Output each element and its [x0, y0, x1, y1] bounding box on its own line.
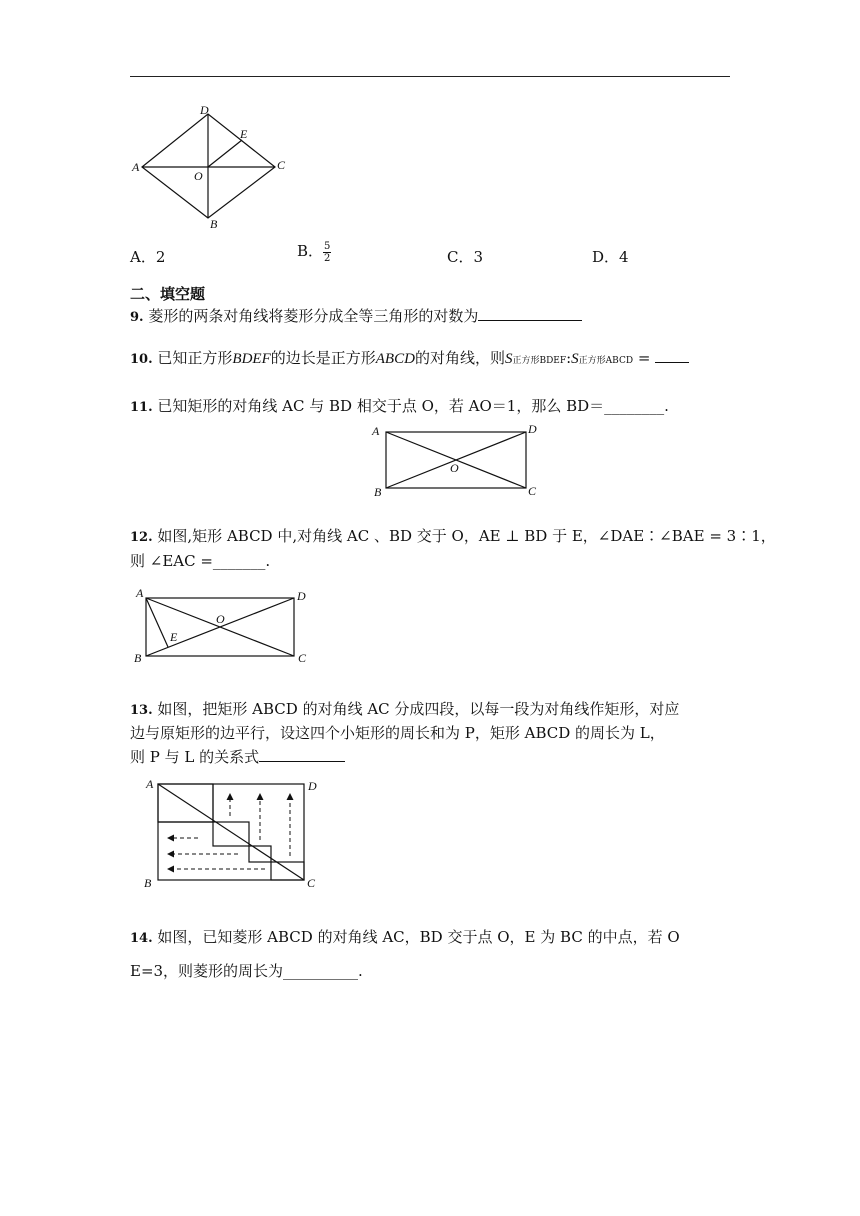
equals: =: [633, 349, 651, 367]
question-number: 13.: [130, 703, 153, 718]
question-13: [130, 697, 734, 723]
question-text-line2: E=3，则菱形的周长为__________.: [130, 962, 363, 980]
fraction: [323, 241, 331, 264]
answer-blank[interactable]: [478, 304, 582, 321]
question-text: 已知矩形的对角线 AC 与 BD 相交于点 O，若 AO＝1，那么 BD＝________.: [157, 397, 669, 415]
label-C: C: [307, 876, 316, 890]
var-abcd: ABCD: [375, 351, 415, 367]
rhombus-figure: [130, 100, 300, 234]
question-14: [130, 925, 734, 951]
label-O: O: [450, 461, 459, 475]
question-number: 10.: [130, 352, 153, 367]
label-D: D: [308, 779, 317, 793]
question-number: 9.: [130, 310, 144, 325]
question-14-line2: [130, 959, 734, 984]
question-number: 14.: [130, 931, 153, 946]
rectangle-figure-q12: [130, 586, 320, 668]
label-A: A: [136, 586, 144, 600]
label-E: E: [170, 630, 178, 644]
answer-blank[interactable]: [655, 346, 689, 363]
answer-blank[interactable]: [259, 745, 345, 762]
question-9: [130, 304, 734, 330]
question-11: [130, 394, 734, 420]
question-13-line3: [130, 745, 734, 770]
question-text-line2: 边与原矩形的边平行，设这四个小矩形的周长和为 P，矩形 ABCD 的周长为 L，: [130, 724, 665, 742]
label-B: B: [134, 651, 142, 665]
label-C: C: [277, 158, 286, 172]
label-O: O: [216, 612, 225, 626]
area-subscript: 正方形ABCD: [578, 356, 634, 366]
label-D: D: [528, 422, 537, 436]
option-c: C．3: [447, 248, 484, 266]
label-A: A: [146, 777, 154, 791]
ratio-colon: :: [566, 349, 572, 367]
question-text: 菱形的两条对角线将菱形分成全等三角形的对数为: [148, 307, 479, 325]
label-B: B: [210, 217, 218, 231]
rectangle-figure-q11: [368, 420, 548, 504]
option-b-prefix: B．: [297, 242, 324, 260]
label-D: D: [297, 589, 306, 603]
area-subscript: 正方形BDEF: [512, 356, 567, 366]
question-12: [130, 524, 776, 550]
area-symbol: S: [571, 351, 579, 367]
question-13-line2: [130, 721, 734, 746]
section-title: 二、填空题: [130, 285, 206, 303]
label-D: D: [200, 103, 209, 117]
question-number: 11.: [130, 400, 153, 415]
label-B: B: [144, 876, 152, 890]
option-b: [297, 240, 331, 264]
question-text-line3: 则 P 与 L 的关系式: [130, 748, 260, 766]
label-E: E: [240, 127, 248, 141]
fraction-denominator: 2: [324, 252, 331, 264]
label-A: A: [372, 424, 380, 438]
area-symbol: S: [504, 351, 513, 367]
var-bdef: BDEF: [232, 351, 271, 367]
label-C: C: [298, 651, 307, 665]
text-part: 已知正方形: [157, 349, 233, 367]
label-C: C: [528, 484, 537, 498]
question-text-line1: 如图，已知菱形 ABCD 的对角线 AC，BD 交于点 O，E 为 BC 的中点，若 O: [157, 928, 680, 946]
option-a: A．2: [130, 248, 166, 266]
header-rule: [130, 76, 730, 77]
label-B: B: [374, 485, 382, 499]
option-d: D．4: [592, 248, 629, 266]
fraction-numerator: 5: [324, 240, 331, 252]
question-text-line2: 则 ∠EAC =_______.: [130, 552, 271, 570]
question-12-line2: [130, 549, 734, 574]
label-O: O: [194, 169, 203, 183]
rectangle-figure-q13: [140, 776, 330, 892]
text-part: 的对角线，则: [414, 349, 505, 367]
question-10: [130, 346, 734, 374]
question-text-line1: 如图，把矩形 ABCD 的对角线 AC 分成四段，以每一段为对角线作矩形，对应: [157, 700, 680, 718]
text-part: 的边长是正方形: [270, 349, 376, 367]
label-A: A: [132, 160, 140, 174]
question-text-line1: 如图,矩形 ABCD 中,对角线 AC 、BD 交于 O，AE ⊥ BD 于 E，∠DAE∶∠BAE = 3∶1，: [157, 527, 776, 545]
question-number: 12.: [130, 530, 153, 545]
answer-options: [130, 240, 730, 268]
